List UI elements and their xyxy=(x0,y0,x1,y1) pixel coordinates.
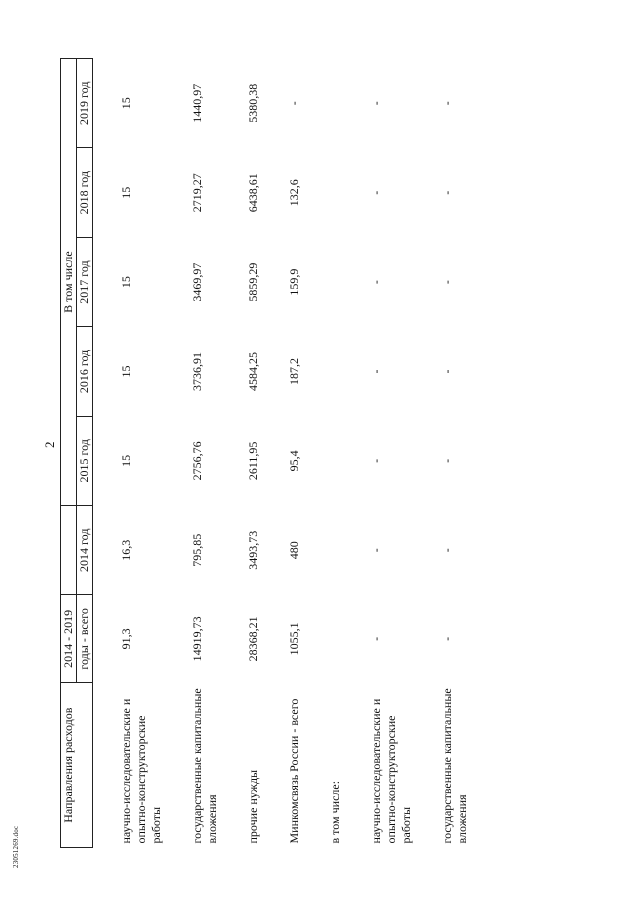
cell-2019: 5380,38 xyxy=(246,83,260,123)
cell-2015: 15 xyxy=(119,454,133,467)
cell-2017: 3469,97 xyxy=(190,262,204,302)
cell-total: - xyxy=(369,636,383,641)
table-row xyxy=(302,59,343,848)
cell-2016: 187,2 xyxy=(287,357,301,385)
table-row xyxy=(261,59,302,848)
header-year-2014: 2014 год xyxy=(77,506,93,595)
cell-total: - xyxy=(440,636,454,641)
cell-2016 xyxy=(302,327,343,416)
cell-2016: - xyxy=(440,369,454,374)
cell-2018 xyxy=(302,148,343,237)
table-row xyxy=(220,59,261,848)
header-blank xyxy=(61,506,77,595)
row-label: научно-исследовательские и опытно-конструкторские работы xyxy=(119,698,163,844)
cell-total: 28368,21 xyxy=(246,616,260,662)
table-row xyxy=(164,59,220,848)
cell-2017: 15 xyxy=(119,276,133,289)
cell-2014: 795,85 xyxy=(190,533,204,567)
cell-2017: 5859,29 xyxy=(246,262,260,302)
header-year-2017: 2017 год xyxy=(77,237,93,326)
header-row-top xyxy=(61,59,77,848)
table-row xyxy=(414,59,470,848)
row-label: Минкомсвязь России - всего xyxy=(287,698,301,844)
cell-2015 xyxy=(302,416,343,505)
cell-2014: 3493,73 xyxy=(246,530,260,570)
table-row xyxy=(93,59,165,848)
cell-2019: 15 xyxy=(119,97,133,110)
cell-2015: 95,4 xyxy=(287,450,301,472)
cell-2016: 3736,91 xyxy=(190,351,204,391)
cell-2018: - xyxy=(440,190,454,195)
header-including: В том числе xyxy=(61,59,77,506)
cell-total: 1055,1 xyxy=(287,622,301,656)
row-label: в том числе: xyxy=(328,780,342,844)
row-label: научно-исследовательские и опытно-конструкторские работы xyxy=(369,698,413,844)
cell-2017: - xyxy=(440,280,454,285)
cell-2014: 480 xyxy=(287,541,301,560)
cell-2018: - xyxy=(369,190,383,195)
header-year-2016: 2016 год xyxy=(77,327,93,416)
cell-2018: 6438,61 xyxy=(246,173,260,213)
cell-total xyxy=(302,595,343,683)
page-number: 2 xyxy=(42,441,57,448)
cell-2015: - xyxy=(440,458,454,463)
header-year-2019: 2019 год xyxy=(77,59,93,148)
cell-2014: - xyxy=(440,548,454,553)
header-direction: Направления расходов xyxy=(61,683,93,848)
cell-2015: - xyxy=(369,458,383,463)
rotated-table-container xyxy=(60,58,469,848)
cell-2015: 2611,95 xyxy=(246,441,260,481)
cell-2018: 15 xyxy=(119,186,133,199)
cell-2015: 2756,76 xyxy=(190,441,204,481)
cell-2019: 1440,97 xyxy=(190,83,204,123)
row-label: государственные капитальные вложения xyxy=(440,688,469,844)
cell-2014: - xyxy=(369,548,383,553)
cell-total: 14919,73 xyxy=(190,616,204,662)
table-row xyxy=(343,59,414,848)
cell-2014: 16,3 xyxy=(119,539,133,561)
cell-2018: 132,6 xyxy=(287,179,301,207)
cell-total: 91,3 xyxy=(119,628,133,650)
cell-2016: 15 xyxy=(119,365,133,378)
header-total-top: 2014 - 2019 xyxy=(61,595,77,683)
cell-2019: - xyxy=(287,101,301,106)
cell-2017: 159,9 xyxy=(287,268,301,296)
footer-filename: 23051269.doc xyxy=(12,825,20,868)
cell-2014 xyxy=(302,506,343,595)
cell-2017 xyxy=(302,237,343,326)
cell-2016: - xyxy=(369,369,383,374)
cell-2017: - xyxy=(369,280,383,285)
header-total-bottom: годы - всего xyxy=(77,595,93,683)
cell-2019: - xyxy=(440,101,454,106)
expenditure-table xyxy=(60,58,470,848)
cell-2019 xyxy=(302,59,343,148)
cell-2016: 4584,25 xyxy=(246,351,260,391)
cell-2019: - xyxy=(369,101,383,106)
row-label: государственные капитальные вложения xyxy=(190,688,219,844)
row-label: прочие нужды xyxy=(246,769,260,844)
header-year-2018: 2018 год xyxy=(77,148,93,237)
header-year-2015: 2015 год xyxy=(77,416,93,505)
cell-2018: 2719,27 xyxy=(190,173,204,213)
